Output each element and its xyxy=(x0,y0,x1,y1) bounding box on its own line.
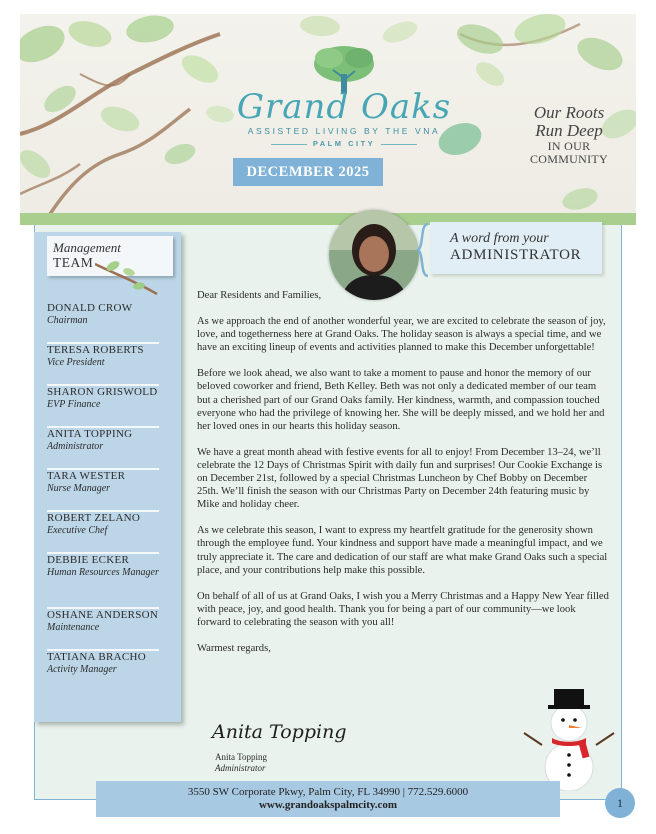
member-name: ANITA TOPPING xyxy=(47,428,133,440)
letter-greeting: Dear Residents and Families, xyxy=(197,290,322,301)
team-member xyxy=(47,554,159,609)
tagline-line4: COMMUNITY xyxy=(529,152,609,166)
team-member xyxy=(47,651,159,693)
team-list xyxy=(47,302,159,693)
team-member xyxy=(47,386,159,428)
team-member xyxy=(47,512,159,554)
letter-paragraph: As we approach the end of another wonderful year, we are excited to celebrate the season of joy, love, and togetherness here at Grand Oaks. The holiday season is always a special time, and we have an exciting lineup of events and activities planned to make this December unforgettable! xyxy=(197,316,606,354)
administrator-heading-line1: A word from your xyxy=(450,231,549,246)
letter-paragraph: As we celebrate this season, I want to express my heartfelt gratitude for the generosity shown through the employee fund. Your kindness and support have made a meaningful impact, and we truly appreciate it. The care and dedication of our staff are what make Grand Oaks such a special place, and your contributions help make this possible. xyxy=(197,525,608,576)
management-heading-top: Management xyxy=(53,240,121,255)
team-member xyxy=(47,470,159,512)
footer-website[interactable]: www.grandoakspalmcity.com xyxy=(258,799,398,811)
tagline-line2: Run Deep xyxy=(535,121,603,140)
letter-paragraph: On behalf of all of us at Grand Oaks, I wish you a Merry Christmas and a Happy New Year filled with peace, joy, and good health. Thank you for being a part of our community—we look forward to celebrating the season with you all! xyxy=(197,590,609,628)
signer-title: Administrator xyxy=(215,763,266,773)
member-role: Activity Manager xyxy=(47,664,117,675)
administrator-heading xyxy=(430,222,602,274)
member-name: TARA WESTER xyxy=(47,470,126,482)
member-name: SHARON GRISWOLD xyxy=(47,386,158,398)
member-role: Vice President xyxy=(47,357,105,368)
footer-address: 3550 SW Corporate Pkwy, Palm City, FL 34990 | 772.529.6000 xyxy=(187,786,469,798)
member-role: Chairman xyxy=(47,315,88,326)
member-role: EVP Finance xyxy=(47,399,101,410)
administrator-letter xyxy=(197,289,609,668)
team-member xyxy=(47,428,159,470)
member-name: DONALD CROW xyxy=(47,302,133,314)
month-badge: DECEMBER 2025 xyxy=(233,158,383,186)
letter-paragraph: Before we look ahead, we also want to take a moment to pause and honor the memory of our beloved coworker and friend, Beth Kelley. Beth was not only a dedicated member of our team but a cherished part of our Grand Oaks family. Her kindness, warmth, and compassion touched everyone who had the privilege of knowing her. She will be deeply missed, and we hold her and her loved ones in our hearts this holiday season. xyxy=(197,368,605,432)
logo-name: Grand Oaks xyxy=(236,87,452,127)
management-heading-bottom: TEAM xyxy=(53,255,94,270)
signature: Anita Topping xyxy=(212,721,347,743)
tagline xyxy=(514,104,624,166)
page-number: 1 xyxy=(605,788,635,818)
logo-subtitle: ASSISTED LIVING BY THE VNA xyxy=(247,126,441,136)
member-name: ROBERT ZELANO xyxy=(47,512,141,524)
member-name: TERESA ROBERTS xyxy=(47,344,144,356)
administrator-portrait-icon xyxy=(329,210,419,300)
member-role: Executive Chef xyxy=(47,525,108,536)
administrator-heading-line2: ADMINISTRATOR xyxy=(450,247,582,263)
tree-branch-icon xyxy=(95,256,160,298)
member-role: Nurse Manager xyxy=(47,483,111,494)
member-role: Human Resources Manager xyxy=(47,567,159,578)
tagline-line3: IN OUR xyxy=(547,139,591,153)
team-member xyxy=(47,344,159,386)
member-name: TATIANA BRACHO xyxy=(47,651,146,663)
member-role: Administrator xyxy=(47,441,104,452)
footer xyxy=(96,781,560,817)
logo-city: PALM CITY xyxy=(234,139,454,148)
letter-paragraph: We have a great month ahead with festive events for all to enjoy! From December 13–24, we’ll celebrate the 12 Days of Christmas Spirit with daily fun and surprises! Our Cookie Exchange is on December 21st, followed by a special Christmas Luncheon by Chef Bobby on December 25th. We’ll finish the season with our Christmas Party on December 24th featuring music by Mike and holiday cheer. xyxy=(197,446,603,511)
team-member xyxy=(47,609,159,651)
member-role: Maintenance xyxy=(47,622,100,633)
administrator-photo xyxy=(329,210,419,300)
letter-closing: Warmest regards, xyxy=(197,642,271,654)
signer-name: Anita Topping xyxy=(215,752,267,762)
team-member xyxy=(47,302,159,344)
tagline-line1: Our Roots xyxy=(533,103,605,122)
snowman-illustration-icon xyxy=(520,683,618,791)
member-name: DEBBIE ECKER xyxy=(47,554,130,566)
member-name: OSHANE ANDERSON xyxy=(47,609,159,621)
